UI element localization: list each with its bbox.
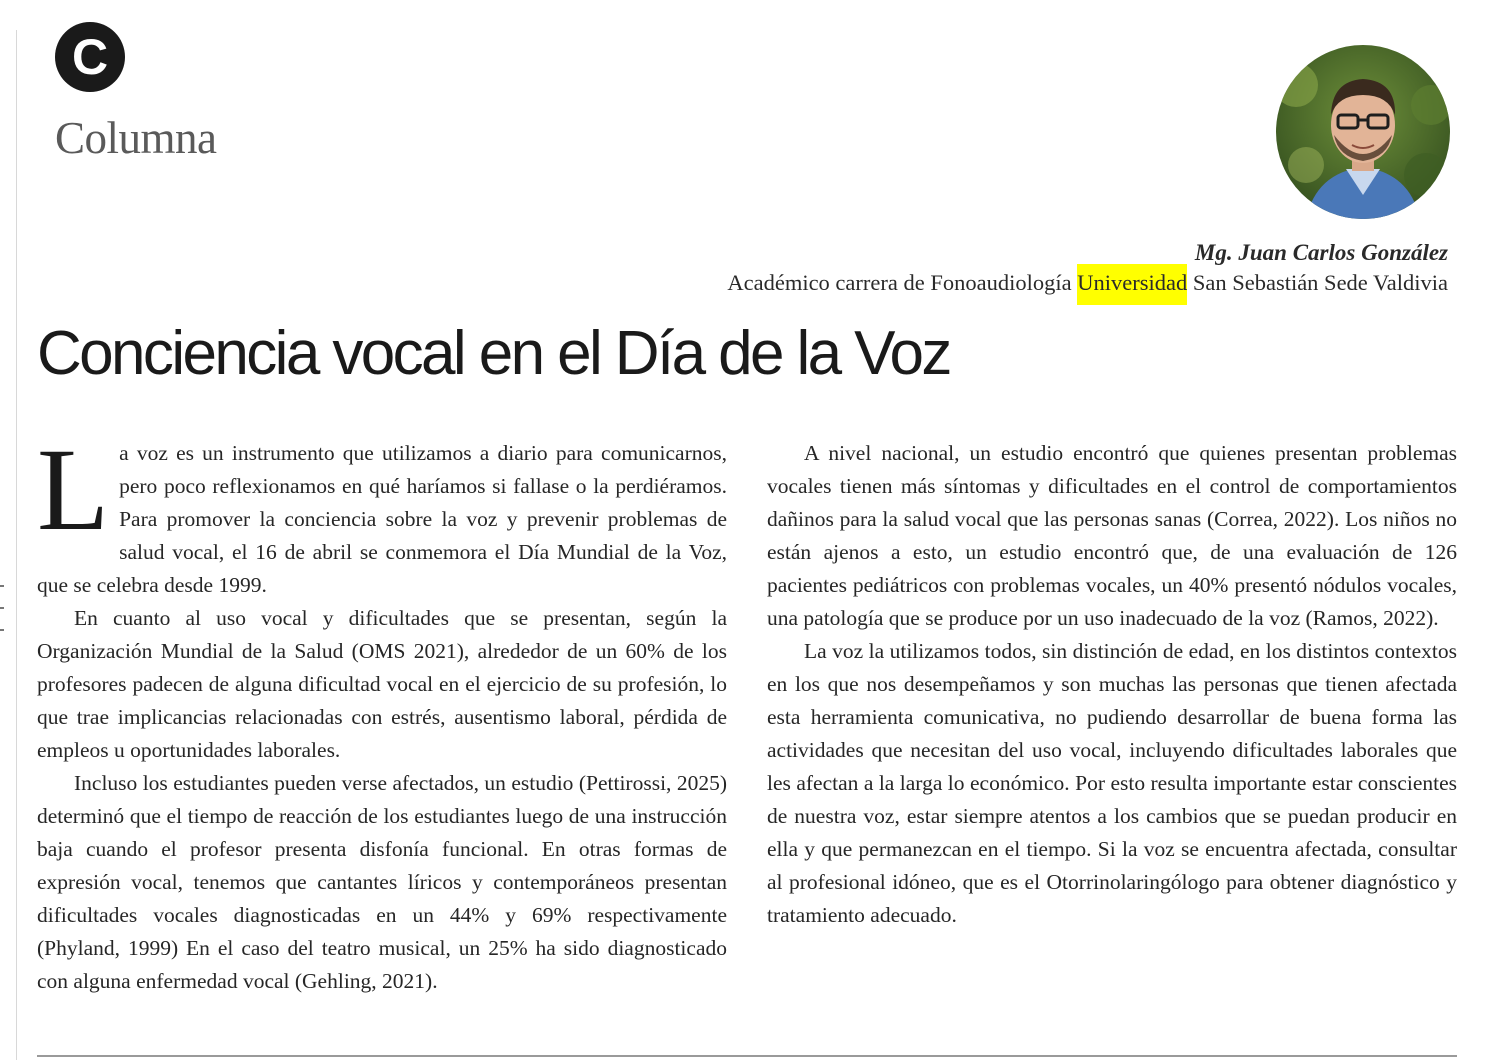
bottom-divider bbox=[37, 1055, 1457, 1057]
paragraph: Incluso los estudiantes pueden verse afectados, un estudio (Pettirossi, 2025) determinó que el tiempo de reacción de los estudiantes luego de una instrucción baja cuando el profesor presenta disfonía funcional. En otras formas de expresión vocal, tenemos que cantantes líricos y contemporáneos presentan dificultades vocales diagnosticadas en un 44% y 69% respectivamente (Phyland, 1999) En el caso del teatro musical, un 25% ha sido diagnosticado con alguna enfermedad vocal (Gehling, 2021). bbox=[37, 771, 727, 993]
affiliation-prefix: Académico carrera de Fonoaudiología bbox=[727, 270, 1078, 295]
paragraph: La voz la utilizamos todos, sin distinción de edad, en los distintos contextos en los que nos desempeñamos y son muchas las personas que tienen afectada esta herramienta comunicativa, no pudiendo desarrollar de buena forma las actividades que necesitan del uso vocal, incluyendo dificultades laborales que les afectan a la larga lo económico. Por esto resulta importante estar conscientes de nuestra voz, estar siempre atentos a los cambios que se puedan producir en ella y que permanezcan en el tiempo. Si la voz se encuentra afectada, consultar al profesional idóneo, que es el Otorrinolaringólogo para obtener diagnóstico y tratamiento adecuado. bbox=[767, 639, 1457, 927]
author-affiliation bbox=[727, 270, 1448, 296]
author-avatar bbox=[1276, 45, 1450, 219]
paragraph: En cuanto al uso vocal y dificultades que se presentan, según la Organización Mundial de la Salud (OMS 2021), alrededor de un 60% de los profesores padecen de alguna dificultad vocal en el ejercicio de su profesión, lo que trae implicancias relacionadas con estrés, ausentismo laboral, pérdida de empleos u oportunidades laborales. bbox=[37, 606, 727, 762]
article-column-left bbox=[37, 424, 727, 998]
section-name: Columna bbox=[55, 113, 217, 163]
page-margin-rule bbox=[16, 30, 17, 1060]
paragraph-text: a voz es un instrumento que utilizamos a diario para comunicarnos, pero poco reflexionamos en qué haríamos si fallase o la perdiéramos. Para promover la conciencia sobre la voz y prevenir problemas de salud vocal, el 16 de abril se conmemora el Día Mundial de la Voz, que se celebra desde 1999. bbox=[37, 441, 727, 597]
drop-cap: L bbox=[37, 424, 110, 555]
margin-marks bbox=[0, 585, 6, 651]
author-name: Mg. Juan Carlos González bbox=[1194, 240, 1448, 265]
affiliation-highlight: Universidad bbox=[1077, 264, 1187, 305]
article-column-right bbox=[767, 437, 1457, 932]
paragraph bbox=[37, 424, 727, 602]
affiliation-suffix: San Sebastián Sede Valdivia bbox=[1187, 270, 1448, 295]
paragraph: A nivel nacional, un estudio encontró que quienes presentan problemas vocales tienen más síntomas y dificultades en el control de comportamientos dañinos para la salud vocal que las personas sanas (Correa, 2022). Los niños no están ajenos a esto, un estudio encontró que, de una evaluación de 126 pacientes pediátricos con problemas vocales, un 40% presentó nódulos vocales, una patología que se produce por un uso inadecuado de la voz (Ramos, 2022). bbox=[767, 441, 1457, 630]
section-badge-icon: C bbox=[55, 22, 125, 92]
article-headline: Conciencia vocal en el Día de la Voz bbox=[37, 319, 950, 388]
